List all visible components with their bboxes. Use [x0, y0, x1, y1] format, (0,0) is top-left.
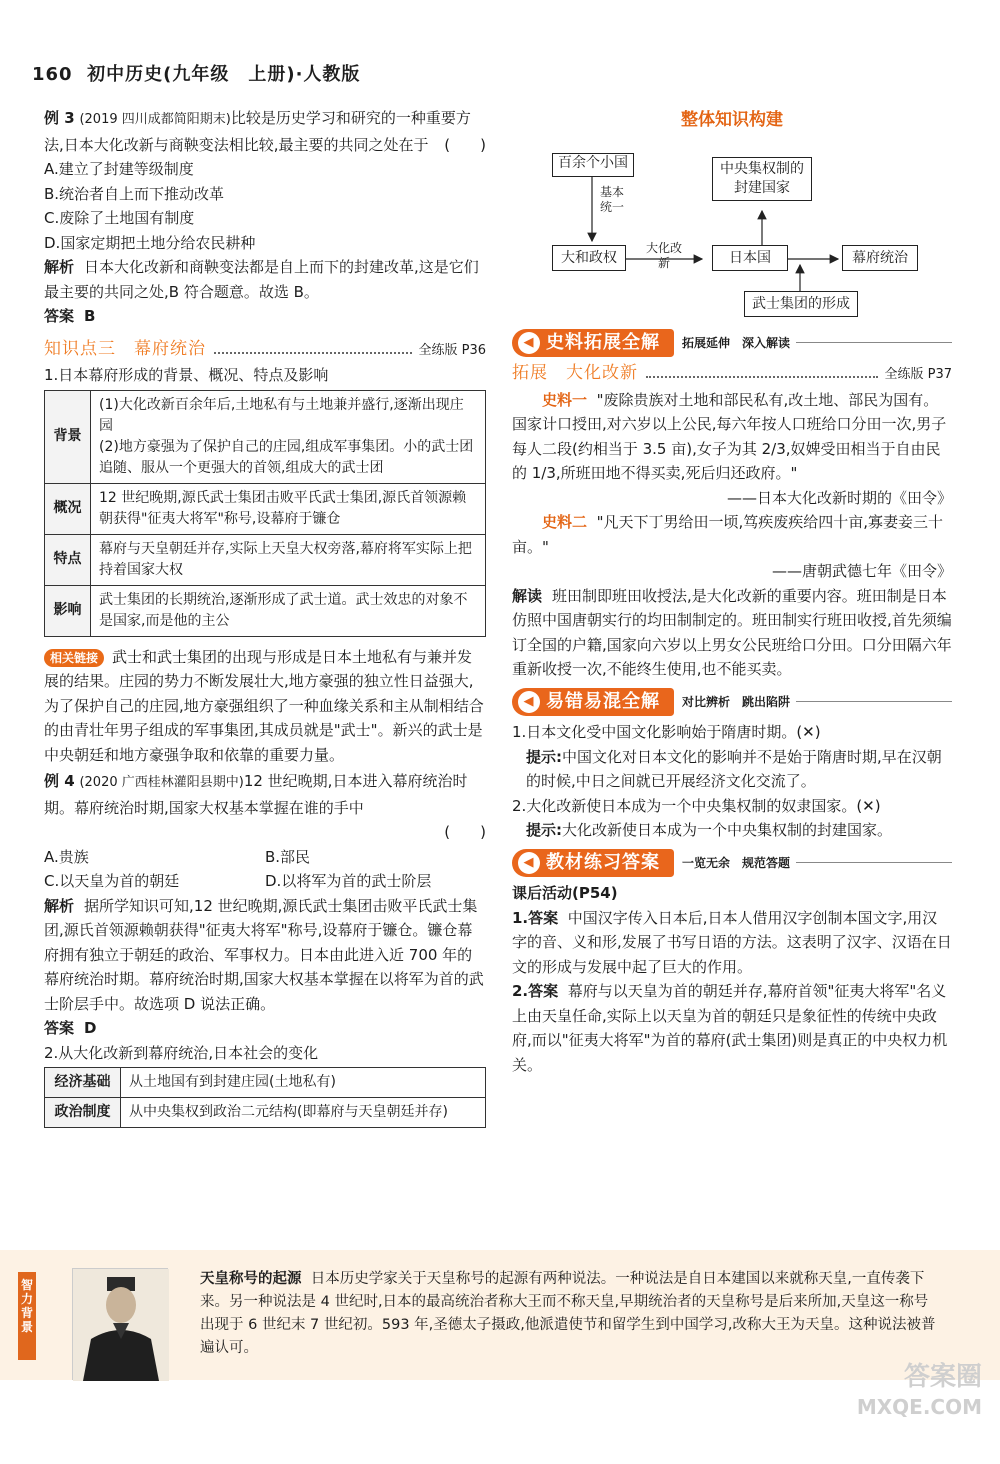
homework-answer: [512, 906, 952, 980]
example-source: (2019 四川成都简阳期末): [79, 112, 231, 127]
right-column: [512, 108, 952, 1077]
error-question: 2.大化改新使日本成为一个中央集权制的奴隶国家。(✕): [512, 796, 881, 815]
answer-label: 答案: [44, 307, 75, 325]
cell-line: (2)地方豪强为了保护自己的庄园,组成军事集团。小的武士团追随、服从一个更强大的首领,组成大的武士团: [99, 438, 474, 476]
background-title: 天皇称号的起源: [200, 1271, 302, 1287]
tip-text: 中国文化对日本文化的影响并不是始于隋唐时期,早在汉朝的时候,中日之间就已开展经济文化交流了。: [526, 747, 942, 790]
related-link: [44, 645, 486, 768]
watermark-text: 答案圈: [903, 1362, 982, 1392]
tip-text: 大化改新使日本成为一个中央集权制的封建国家。: [562, 821, 893, 839]
material-text: "废除贵族对土地和部民私有,改土地、部民为国有。国家计口授田,对六岁以上公民,每六年按人口班给口分田一次,男子每人二段(约相当于 3.5 亩),女子为其 2/3,奴婢受田相当于自由民的 1/3,所班田地不得买卖,死后归还政府。": [512, 390, 947, 482]
cell-line: 武士集团的长期统治,逐渐形成了武士道。武士效忠的对象不是国家,而是他的主公: [91, 585, 486, 636]
reference-page: 全练版 P37: [884, 367, 952, 382]
material-label: 史料二: [542, 513, 588, 531]
knowledge-point-heading: [44, 337, 486, 364]
banner-title: 教材练习答案: [546, 851, 660, 873]
node-samurai: 武士集团的形成: [744, 291, 858, 317]
speaker-icon: ◀: [518, 852, 540, 874]
watermark-url: MXQE.COM: [856, 1395, 982, 1419]
row-header: 特点: [45, 534, 91, 585]
speaker-icon: ◀: [518, 332, 540, 354]
banner-title: 史料拓展全解: [546, 331, 660, 353]
error-item: [512, 720, 952, 794]
answer-label: 答案: [528, 982, 559, 1000]
table-cell: 从中央集权到政治二元结构(即幕府与天皇朝廷并存): [121, 1098, 486, 1128]
material-2: [512, 510, 952, 559]
node-shogunate: 幕府统治: [842, 245, 918, 271]
node-japan: 日本国: [712, 245, 788, 271]
example-4: [44, 769, 486, 1041]
banner-title: 易错易混全解: [546, 690, 660, 712]
watermark-logo: [802, 1362, 982, 1442]
related-link-text: 武士和武士集团的出现与形成是日本土地私有与兼并发展的结果。庄园的势力不断发展壮大,地方豪强的独立性日益强大,为了保护自己的庄园,地方豪强组织了一种血缘关系和主从制相结合的由青壮年男子组成的军事集团,其成员就是"武士"。新兴的武士是中央朝廷和地方豪强争取和依靠的重要力量。: [44, 647, 484, 764]
cell-line: (1)大化改新百余年后,土地私有与土地兼并盛行,逐渐出现庄园: [99, 396, 464, 434]
material-1: [512, 388, 952, 486]
answer-value: D: [84, 1019, 97, 1037]
page-header: [32, 60, 360, 86]
label-reform: 大化改新: [645, 240, 682, 270]
option: B.部民: [265, 847, 311, 866]
change-table: [44, 1067, 486, 1128]
interpretation: [512, 584, 952, 682]
label-unify: 基本统一: [599, 184, 624, 214]
shogunate-table: [44, 390, 486, 637]
error-item: [512, 794, 952, 843]
material-text: "凡天下丁男给田一顷,笃疾废疾给四十亩,寡妻妾三十亩。": [512, 513, 944, 556]
example-source: (2020 广西桂林灌阳县期中): [79, 775, 244, 790]
cell-line: 幕府与天皇朝廷并存,实际上天皇大权旁落,幕府将军实际上把持着国家大权: [91, 534, 486, 585]
table-row: [45, 390, 486, 483]
banner-subtitle: 拓展延伸 深入解读: [682, 335, 791, 350]
row-header: 经济基础: [45, 1068, 121, 1098]
material-source: ——日本大化改新时期的《田令》: [726, 488, 952, 507]
related-link-tag: 相关链接: [44, 649, 104, 667]
option: A.贵族: [44, 847, 89, 866]
analysis-label: 解析: [44, 896, 75, 915]
homework-answer: [512, 979, 952, 1077]
node-yamato: 大和政权: [552, 245, 626, 271]
framework-title: 整体知识构建: [681, 110, 783, 130]
extension-heading: [512, 361, 952, 388]
option: D.以将军为首的武士阶层: [265, 872, 432, 890]
speaker-icon: ◀: [518, 691, 540, 713]
background-text: 日本历史学家关于天皇称号的起源有两种说法。一种说法是自日本建国以来就称天皇,一直传袭下来。另一种说法是 4 世纪时,日本的最高统治者称大王而不称天皇,早期统治者的天皇称号是后来所加,天皇这一称号出现于 6 世纪末 7 世纪初。593 年,圣德太子摄政,他派遣使节和留学生到中国学习,改称大王为天皇。这种说法被普遍认可。: [200, 1271, 936, 1356]
tip-label: 提示:: [526, 747, 562, 766]
material-label: 史料一: [542, 390, 588, 409]
knowledge-point-title: 知识点三 幕府统治: [44, 338, 206, 359]
emperor-portrait-image: [72, 1268, 168, 1380]
example-label: 例 4: [44, 772, 75, 790]
answer-text: 幕府与以天皇为首的朝廷并存,幕府首领"征夷大将军"名义上由天皇任命,实际上以天皇为首的朝廷只是象征性的传统中央政府,而以"征夷大将军"为首的幕府(武士集团)则是真正的中央权力机关。: [512, 982, 948, 1074]
option: B.统治者自上而下推动改革: [44, 184, 225, 203]
extension-title: 拓展 大化改新: [512, 363, 638, 383]
analysis-label: 解析: [44, 258, 75, 276]
example-3: [44, 106, 486, 329]
section-banner: [512, 688, 952, 717]
cell-line: 12 世纪晚期,源氏武士集团击败平氏武士集团,源氏首领源赖朝获得"征夷大将军"称号,设幕府于镰仓: [91, 483, 486, 534]
option: D.国家定期把土地分给农民耕种: [44, 233, 256, 252]
analysis-text: 据所学知识可知,12 世纪晚期,源氏武士集团击败平氏武士集团,源氏首领源赖朝获得"征夷大将军"称号,设幕府于镰仓。镰仓幕府拥有独立于朝廷的政治、军事权力。日本由此进入近 700 年的幕府统治时期。幕府统治时期,国家大权基本掌握在以将军为首的武士阶层手中。故选项 D 说法正确。: [44, 896, 484, 1013]
page-number: 160: [32, 64, 73, 85]
knowledge-framework-diagram: [512, 141, 952, 323]
analysis-text: 日本大化改新和商鞅变法都是自上而下的封建改革,这是它们最主要的共同之处,B 符合题意。故选 B。: [44, 258, 479, 301]
side-tag: 智力背景: [18, 1272, 36, 1360]
interpretation-label: 解读: [512, 586, 543, 605]
table-row: [45, 534, 486, 585]
answer-paren: ( ): [444, 823, 486, 841]
answer-paren: ( ): [444, 135, 486, 154]
background-knowledge-box: [0, 1250, 1000, 1380]
node-centralized-state: 中央集权制的封建国家: [712, 157, 812, 201]
section-banner: [512, 849, 952, 878]
material-source: ——唐朝武德七年《田令》: [771, 562, 952, 580]
section-banner: [512, 329, 952, 358]
row-header: 概况: [45, 483, 91, 534]
row-header: 影响: [45, 585, 91, 636]
homework-heading: 课后活动(P54): [512, 884, 618, 902]
row-header: 背景: [45, 390, 91, 483]
answer-label: 答案: [528, 908, 559, 927]
node-small-states: 百余个小国: [552, 153, 634, 177]
book-title: 初中历史(九年级 上册)·人教版: [87, 64, 361, 85]
option: A.建立了封建等级制度: [44, 160, 194, 178]
reference-page: 全练版 P36: [418, 342, 486, 358]
row-header: 政治制度: [45, 1098, 121, 1128]
answer-number: 1.: [512, 908, 529, 927]
table-cell: 从土地国有到封建庄园(土地私有): [121, 1068, 486, 1098]
answer-number: 2.: [512, 982, 529, 1000]
interpretation-text: 班田制即班田收授法,是大化改新的重要内容。班田制是日本仿照中国唐朝实行的均田制制定的。班田制实行班田收授,首先须编订全国的户籍,国家向六岁以上男女公民班给口分田。口分田隔六年重新收授一次,不能终生使用,也不能买卖。: [512, 586, 952, 678]
portrait-figure: [73, 1269, 169, 1381]
background-text-block: [200, 1268, 940, 1360]
error-question: 1.日本文化受中国文化影响始于隋唐时期。(✕): [512, 723, 821, 741]
left-column: [44, 106, 486, 1128]
answer-text: 中国汉字传入日本后,日本人借用汉字创制本国文字,用汉字的音、义和形,发展了书写日语的方法。这表明了汉字、汉语在日文的形成与发展中起了巨大的作用。: [512, 908, 952, 976]
option: C.废除了土地国有制度: [44, 209, 195, 227]
option: C.以天皇为首的朝廷: [44, 872, 180, 890]
example-label: 例 3: [44, 109, 75, 127]
section-heading: 1.日本幕府形成的背景、概况、特点及影响: [44, 366, 329, 384]
answer-label: 答案: [44, 1019, 75, 1037]
example-stem: 比较是历史学习和研究的一种重要方法,日本大化改新与商鞅变法相比较,最主要的共同之处在于: [44, 109, 471, 154]
answer-value: B: [84, 307, 96, 325]
banner-subtitle: 一览无余 规范答题: [682, 855, 791, 870]
table-row: [45, 483, 486, 534]
table-row: [45, 1098, 486, 1128]
tip-label: 提示:: [526, 821, 562, 839]
example-stem: 12 世纪晚期,日本进入幕府统治时期。幕府统治时期,国家大权基本掌握在谁的手中: [44, 772, 468, 817]
banner-subtitle: 对比辨析 跳出陷阱: [682, 694, 791, 709]
table-row: [45, 1068, 486, 1098]
table-row: [45, 585, 486, 636]
section-heading: 2.从大化改新到幕府统治,日本社会的变化: [44, 1043, 319, 1062]
